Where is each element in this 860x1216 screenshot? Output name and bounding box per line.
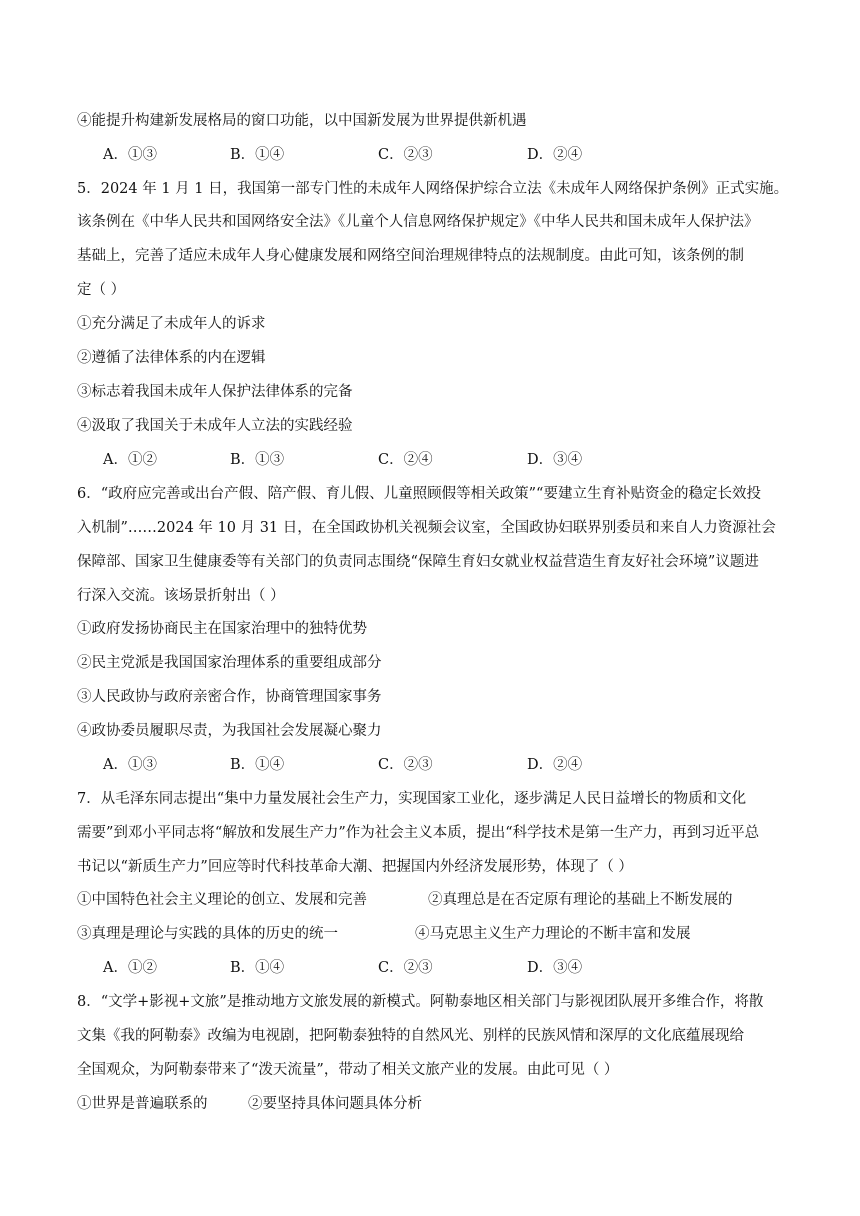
q6-stem-line: 行深入交流。该场景折射出（ ） xyxy=(77,588,285,604)
q5-option-c: C．②④ xyxy=(378,452,433,468)
q6-stem-line: 6．“政府应完善或出台产假、陪产假、育儿假、儿童照顾假等相关政策”“要建立生育补贴资金的稳定长效投 xyxy=(77,486,761,502)
q5-stem-line: 该条例在《中华人民共和国网络安全法》《儿童个人信息网络保护规定》《中华人民共和国未成年人保护法》 xyxy=(77,214,759,230)
q5-option-d: D．③④ xyxy=(527,452,583,468)
q6-option-b: B．①④ xyxy=(230,757,285,773)
q7-option-c: C．②③ xyxy=(378,960,433,976)
q7-statements-row xyxy=(77,924,691,944)
q8-stem-line: 文集《我的阿勒泰》改编为电视剧，把阿勒泰独特的自然风光、别样的民族风情和深厚的文化底蕴展现给 xyxy=(77,1028,744,1044)
q6-statement-2: ②民主党派是我国国家治理体系的重要组成部分 xyxy=(77,655,382,671)
q7-option-a: A．①② xyxy=(103,960,157,976)
q8-statements-row xyxy=(77,1094,422,1114)
q4-option-a: A．①③ xyxy=(103,147,157,163)
q7-stem-line: 需要”到邓小平同志将“解放和发展生产力”作为社会主义本质，提出“科学技术是第一生产力，再到习近平总 xyxy=(77,825,760,841)
q8-stem-line: 8．“文学+影视+文旅”是推动地方文旅发展的新模式。阿勒泰地区相关部门与影视团队展开多维合作，将散 xyxy=(77,994,764,1010)
q8-stem-line: 全国观众，为阿勒泰带来了“泼天流量”，带动了相关文旅产业的发展。由此可见（ ） xyxy=(77,1062,619,1078)
q5-statement-1: ①充分满足了未成年人的诉求 xyxy=(77,316,266,332)
q4-option-c: C．②③ xyxy=(378,147,433,163)
q7-statement-1: ①中国特色社会主义理论的创立、发展和完善 xyxy=(77,892,367,908)
q5-stem-line: 基础上，完善了适应未成年人身心健康发展和网络空间治理规律特点的法规制度。由此可知，该条例的制 xyxy=(77,248,744,264)
q7-stem-line: 书记以“新质生产力”回应等时代科技革命大潮、把握国内外经济发展形势，体现了（ ） xyxy=(77,859,633,875)
q6-stem-line: 入机制”……2024 年 10 月 31 日，在全国政协机关视频会议室，全国政协妇联界别委员和来自人力资源社会 xyxy=(77,520,776,536)
q6-statement-4: ④政协委员履职尽责，为我国社会发展凝心聚力 xyxy=(77,723,382,739)
q8-statement-2: ②要坚持具体问题具体分析 xyxy=(248,1096,422,1112)
q5-statement-3: ③标志着我国未成年人保护法律体系的完备 xyxy=(77,384,353,400)
q6-statement-3: ③人民政协与政府亲密合作，协商管理国家事务 xyxy=(77,689,382,705)
q7-statement-2: ②真理总是在否定原有理论的基础上不断发展的 xyxy=(428,892,733,908)
q6-stem-line: 保障部、国家卫生健康委等有关部门的负责同志围绕“保障生育妇女就业权益营造生育友好社会环境”议题进 xyxy=(77,554,759,570)
q6-option-a: A．①③ xyxy=(103,757,157,773)
q7-stem-line: 7．从毛泽东同志提出“集中力量发展社会生产力，实现国家工业化，逐步满足人民日益增长的物质和文化 xyxy=(77,791,747,807)
q7-option-b: B．①④ xyxy=(230,960,285,976)
q5-statement-2: ②遵循了法律体系的内在逻辑 xyxy=(77,350,266,366)
q6-option-c: C．②③ xyxy=(378,757,433,773)
q6-statement-1: ①政府发扬协商民主在国家治理中的独特优势 xyxy=(77,621,367,637)
q5-option-a: A．①② xyxy=(103,452,157,468)
q7-statement-3: ③真理是理论与实践的具体的历史的统一 xyxy=(77,926,338,942)
q4-option-d: D．②④ xyxy=(527,147,583,163)
q8-statement-1: ①世界是普遍联系的 xyxy=(77,1096,208,1112)
q6-option-d: D．②④ xyxy=(527,757,583,773)
q4-statement-4: ④能提升构建新发展格局的窗口功能，以中国新发展为世界提供新机遇 xyxy=(77,113,527,129)
q5-stem-line: 定（ ） xyxy=(77,282,126,298)
q5-option-b: B．①③ xyxy=(230,452,285,468)
q7-statements-row xyxy=(77,890,733,910)
q7-option-d: D．③④ xyxy=(527,960,583,976)
q7-statement-4: ④马克思主义生产力理论的不断丰富和发展 xyxy=(415,926,691,942)
q5-statement-4: ④汲取了我国关于未成年人立法的实践经验 xyxy=(77,418,353,434)
q4-option-b: B．①④ xyxy=(230,147,285,163)
q5-stem-line: 5．2024 年 1 月 1 日，我国第一部专门性的未成年人网络保护综合立法《未成年人网络保护条例》正式实施。 xyxy=(77,181,789,197)
